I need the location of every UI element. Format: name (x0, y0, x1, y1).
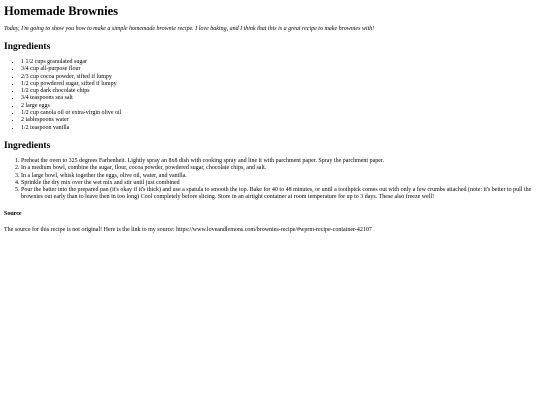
list-item: 1. Preheat the oven to 325 degrees Farhenheit. Lightly spray an 8x8 dish with cooking spray and line it with parchment paper. Spray the parchment paper. (21, 158, 536, 165)
ingredients-heading: Ingredients (4, 42, 51, 52)
page-title: Homemade Brownies (4, 4, 118, 18)
source-heading: Source (4, 210, 22, 217)
steps-list (4, 158, 536, 202)
source-text: The source for this recipe is not original! Here is the link to my source: https://www.loveandlemons.com/brownies-recipe/#wprm-recipe-container-42107 (4, 226, 372, 233)
list-item: • 2 tablespoons water (21, 117, 536, 124)
steps-heading: Ingredients (4, 140, 51, 151)
list-item: 3. In a large bowl, whisk together the eggs, olive oil, water, and vanilla. (21, 173, 536, 180)
list-item: 4. Sprinkle the dry mix over the wet mix and stir until just combined (21, 180, 536, 187)
list-item: • 1/2 cup canola oil or extra-virgin olive oil (21, 110, 536, 117)
list-item: 2. In a medium bowl, combine the sugar, flour, cocoa powder, powdered sugar, chocolate chips, and salt. (21, 165, 536, 172)
intro-paragraph: Today, I'm going to show you how to make a simple homemade brownie recipe. I love baking, and I think that this is a great recipe to make brownies with! (4, 26, 375, 32)
list-item: • 1/2 cup powdered sugar, sifted if lumpy (21, 81, 536, 88)
list-item: • 3/4 cup all-purpose flour (21, 66, 536, 73)
list-item: • 2 large eggs (21, 103, 536, 110)
list-item: 5. Pour the batter into the prepared pan (it's okay if it's thick) and use a spatula to smooth the top. Bake for 40 to 48 minutes, or until a toothpick comes out with only a few crumbs attached (note: it's better to pull the brownies out early than to leave then in too long) Cool completely before slicing. Store in an airtight container at room temperature for up to 3 days. These also freeze well! (21, 187, 536, 202)
ingredients-list (4, 59, 536, 132)
list-item: • 1/2 teaspoon vanilla (21, 125, 536, 132)
list-item: • 3/4 teaspoons sea salt (21, 95, 536, 102)
list-item: • 1/2 cup dark chocolate chips (21, 88, 536, 95)
list-item: • 2/3 cup cocoa powder, sifted if lumpy (21, 74, 536, 81)
list-item: • 1 1/2 cups granulated sugar (21, 59, 536, 66)
